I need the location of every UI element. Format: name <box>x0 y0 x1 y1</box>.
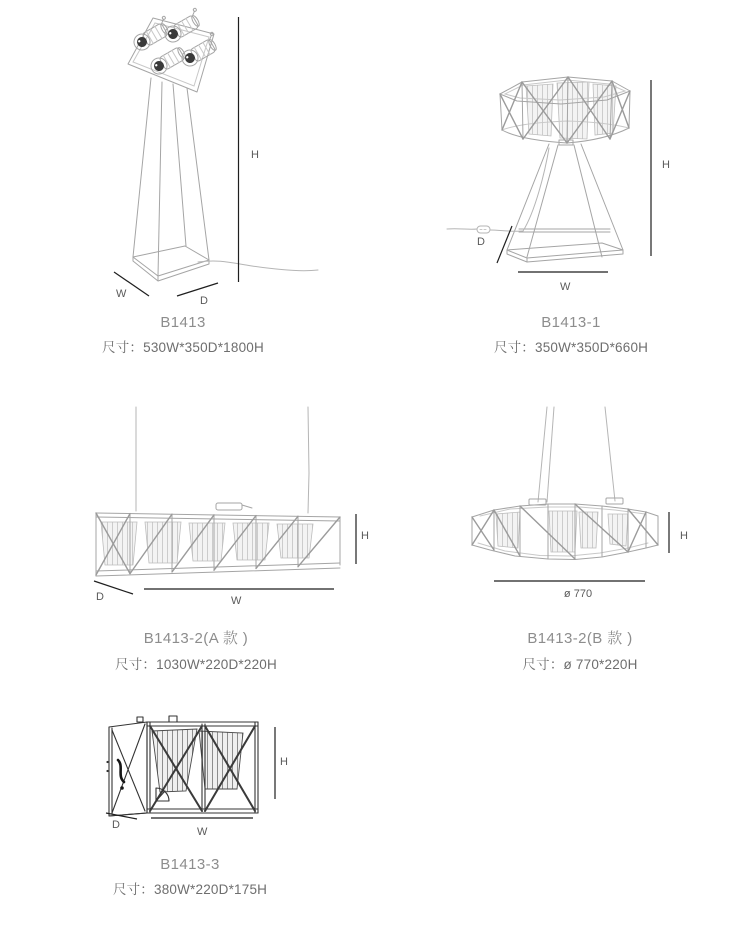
dim-label-height: H <box>361 530 369 542</box>
table-lamp-shades <box>526 82 616 139</box>
dim-label-height: H <box>251 149 259 161</box>
round-pendant-drawing <box>450 405 710 610</box>
product-name: B1413-1 <box>541 314 601 331</box>
dim-label-width: W <box>116 288 127 300</box>
pendant-mount <box>216 503 252 510</box>
dim-label-diameter: ø 770 <box>563 588 593 600</box>
dim-label-depth: D <box>477 236 485 248</box>
dim-label-depth: D <box>112 819 120 831</box>
pendant-shades <box>101 522 313 565</box>
product-name: B1413-3 <box>160 856 220 873</box>
dim-label-width: W <box>197 826 208 838</box>
table-lamp-cord <box>447 148 549 233</box>
dim-label-width: W <box>231 595 242 607</box>
product-name: B1413-2(B 款 ) <box>527 630 633 647</box>
product-size: 尺寸：ø 770*220H <box>522 657 638 672</box>
floor-lamp-legs <box>133 78 209 276</box>
product-size: 尺寸：1030W*220D*220H <box>115 657 277 672</box>
dim-label-height: H <box>662 159 670 171</box>
floor-lamp-cord <box>198 261 318 271</box>
dim-label-width: W <box>560 281 571 293</box>
pendant-cables <box>136 407 309 513</box>
floor-lamp-drawing <box>55 8 325 308</box>
floor-lamp-base <box>133 246 209 281</box>
product-size: 尺寸：350W*350D*660H <box>493 340 649 355</box>
dim-label-depth: D <box>200 295 208 307</box>
dim-label-depth: D <box>96 591 104 603</box>
product-caption <box>102 314 264 356</box>
product-size: 尺寸：530W*350D*1800H <box>102 340 264 355</box>
dim-label-height: H <box>280 756 288 768</box>
product-caption <box>522 627 637 673</box>
product-name: B1413-2(A 款 ) <box>143 630 249 647</box>
box-lamp-shades <box>152 729 243 792</box>
product-name: B1413 <box>160 314 206 331</box>
table-lamp-stand <box>507 144 623 262</box>
product-caption <box>113 856 267 898</box>
product-caption <box>494 314 648 356</box>
product-caption <box>115 627 277 673</box>
pendant-cables <box>538 407 615 502</box>
floor-lamp-head-frame <box>128 18 214 92</box>
product-size: 尺寸：380W*220D*175H <box>112 882 268 897</box>
dim-label-height: H <box>680 530 688 542</box>
linear-pendant-drawing <box>80 405 380 610</box>
table-lamp-drawing <box>445 60 705 300</box>
